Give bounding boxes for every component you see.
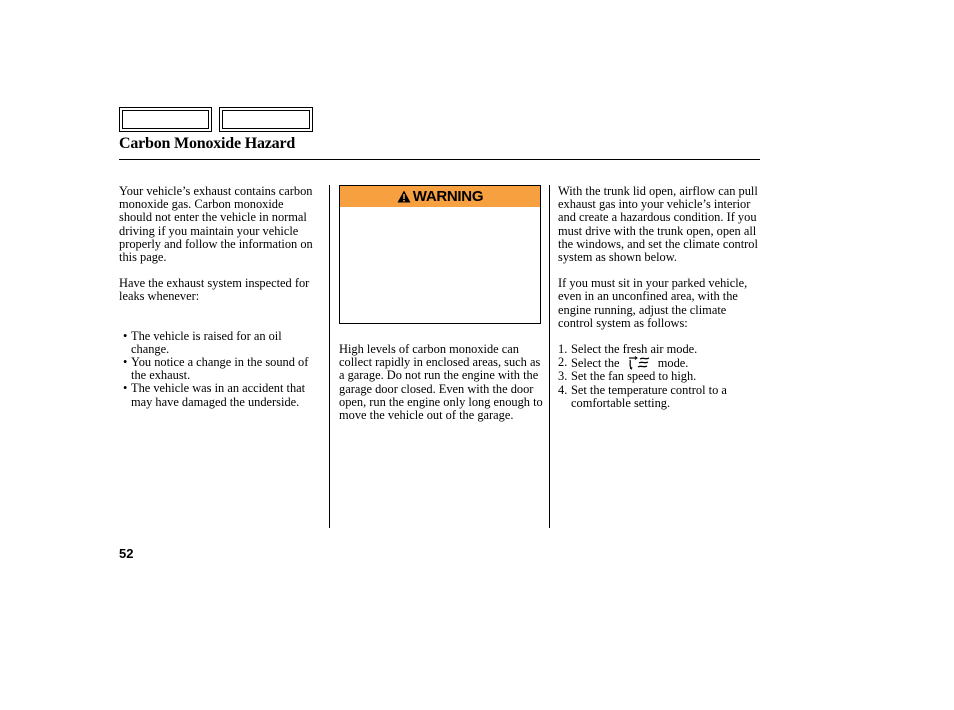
list-item: 1. Select the fresh air mode.: [558, 342, 698, 357]
section-tab-box-2: [219, 107, 313, 132]
column-1: [119, 185, 319, 409]
warning-box: [339, 185, 541, 324]
column-2: [339, 343, 543, 422]
list-item: • You notice a change in the sound of the exhaust.: [119, 356, 319, 382]
page-title: Carbon Monoxide Hazard: [119, 135, 296, 152]
column-divider: [549, 185, 550, 528]
warning-header: [340, 186, 540, 207]
section-tab-box-1: [119, 107, 212, 132]
title-rule: [119, 159, 760, 160]
column-divider: [329, 185, 330, 528]
list-item: 3. Set the fan speed to high.: [558, 369, 697, 384]
intro-paragraph: Your vehicle’s exhaust contains carbon monoxide gas. Carbon monoxide should not enter the vehicle in normal driving if you maintain your vehicle properly and follow the information on this page.: [119, 184, 313, 265]
warning-label: WARNING: [412, 188, 484, 205]
trunk-paragraph: With the trunk lid open, airflow can pull exhaust gas into your vehicle’s interior and create a hazardous condition. If you must drive with the trunk open, open all the windows, and set the climate control system as shown below.: [558, 184, 758, 265]
parked-paragraph: If you must sit in your parked vehicle, even in an unconfined area, with the engine running, adjust the climate control system as follows:: [558, 276, 748, 330]
page-number: 52: [119, 546, 134, 561]
list-item: • The vehicle was in an accident that may have damaged the underside.: [119, 382, 319, 408]
warning-triangle-icon: [397, 190, 411, 203]
list-item: • The vehicle is raised for an oil change.: [119, 330, 319, 356]
garage-paragraph: High levels of carbon monoxide can collect rapidly in enclosed areas, such as a garage. Do not run the engine with the garage door closed. Even with the door open, run the engine only long enough to move the vehicle out of the garage.: [339, 342, 543, 423]
bullet-icon: •: [123, 355, 128, 370]
list-item: 2. Select the mode.: [558, 355, 689, 371]
vent-fan-mode-icon: [627, 356, 651, 370]
list-item: 4. Set the temperature control to a comfortable setting.: [558, 382, 727, 410]
inspection-paragraph: Have the exhaust system inspected for leaks whenever:: [119, 276, 310, 304]
bullet-icon: •: [123, 328, 128, 343]
column-3: [558, 185, 764, 410]
bullet-icon: •: [123, 381, 128, 396]
